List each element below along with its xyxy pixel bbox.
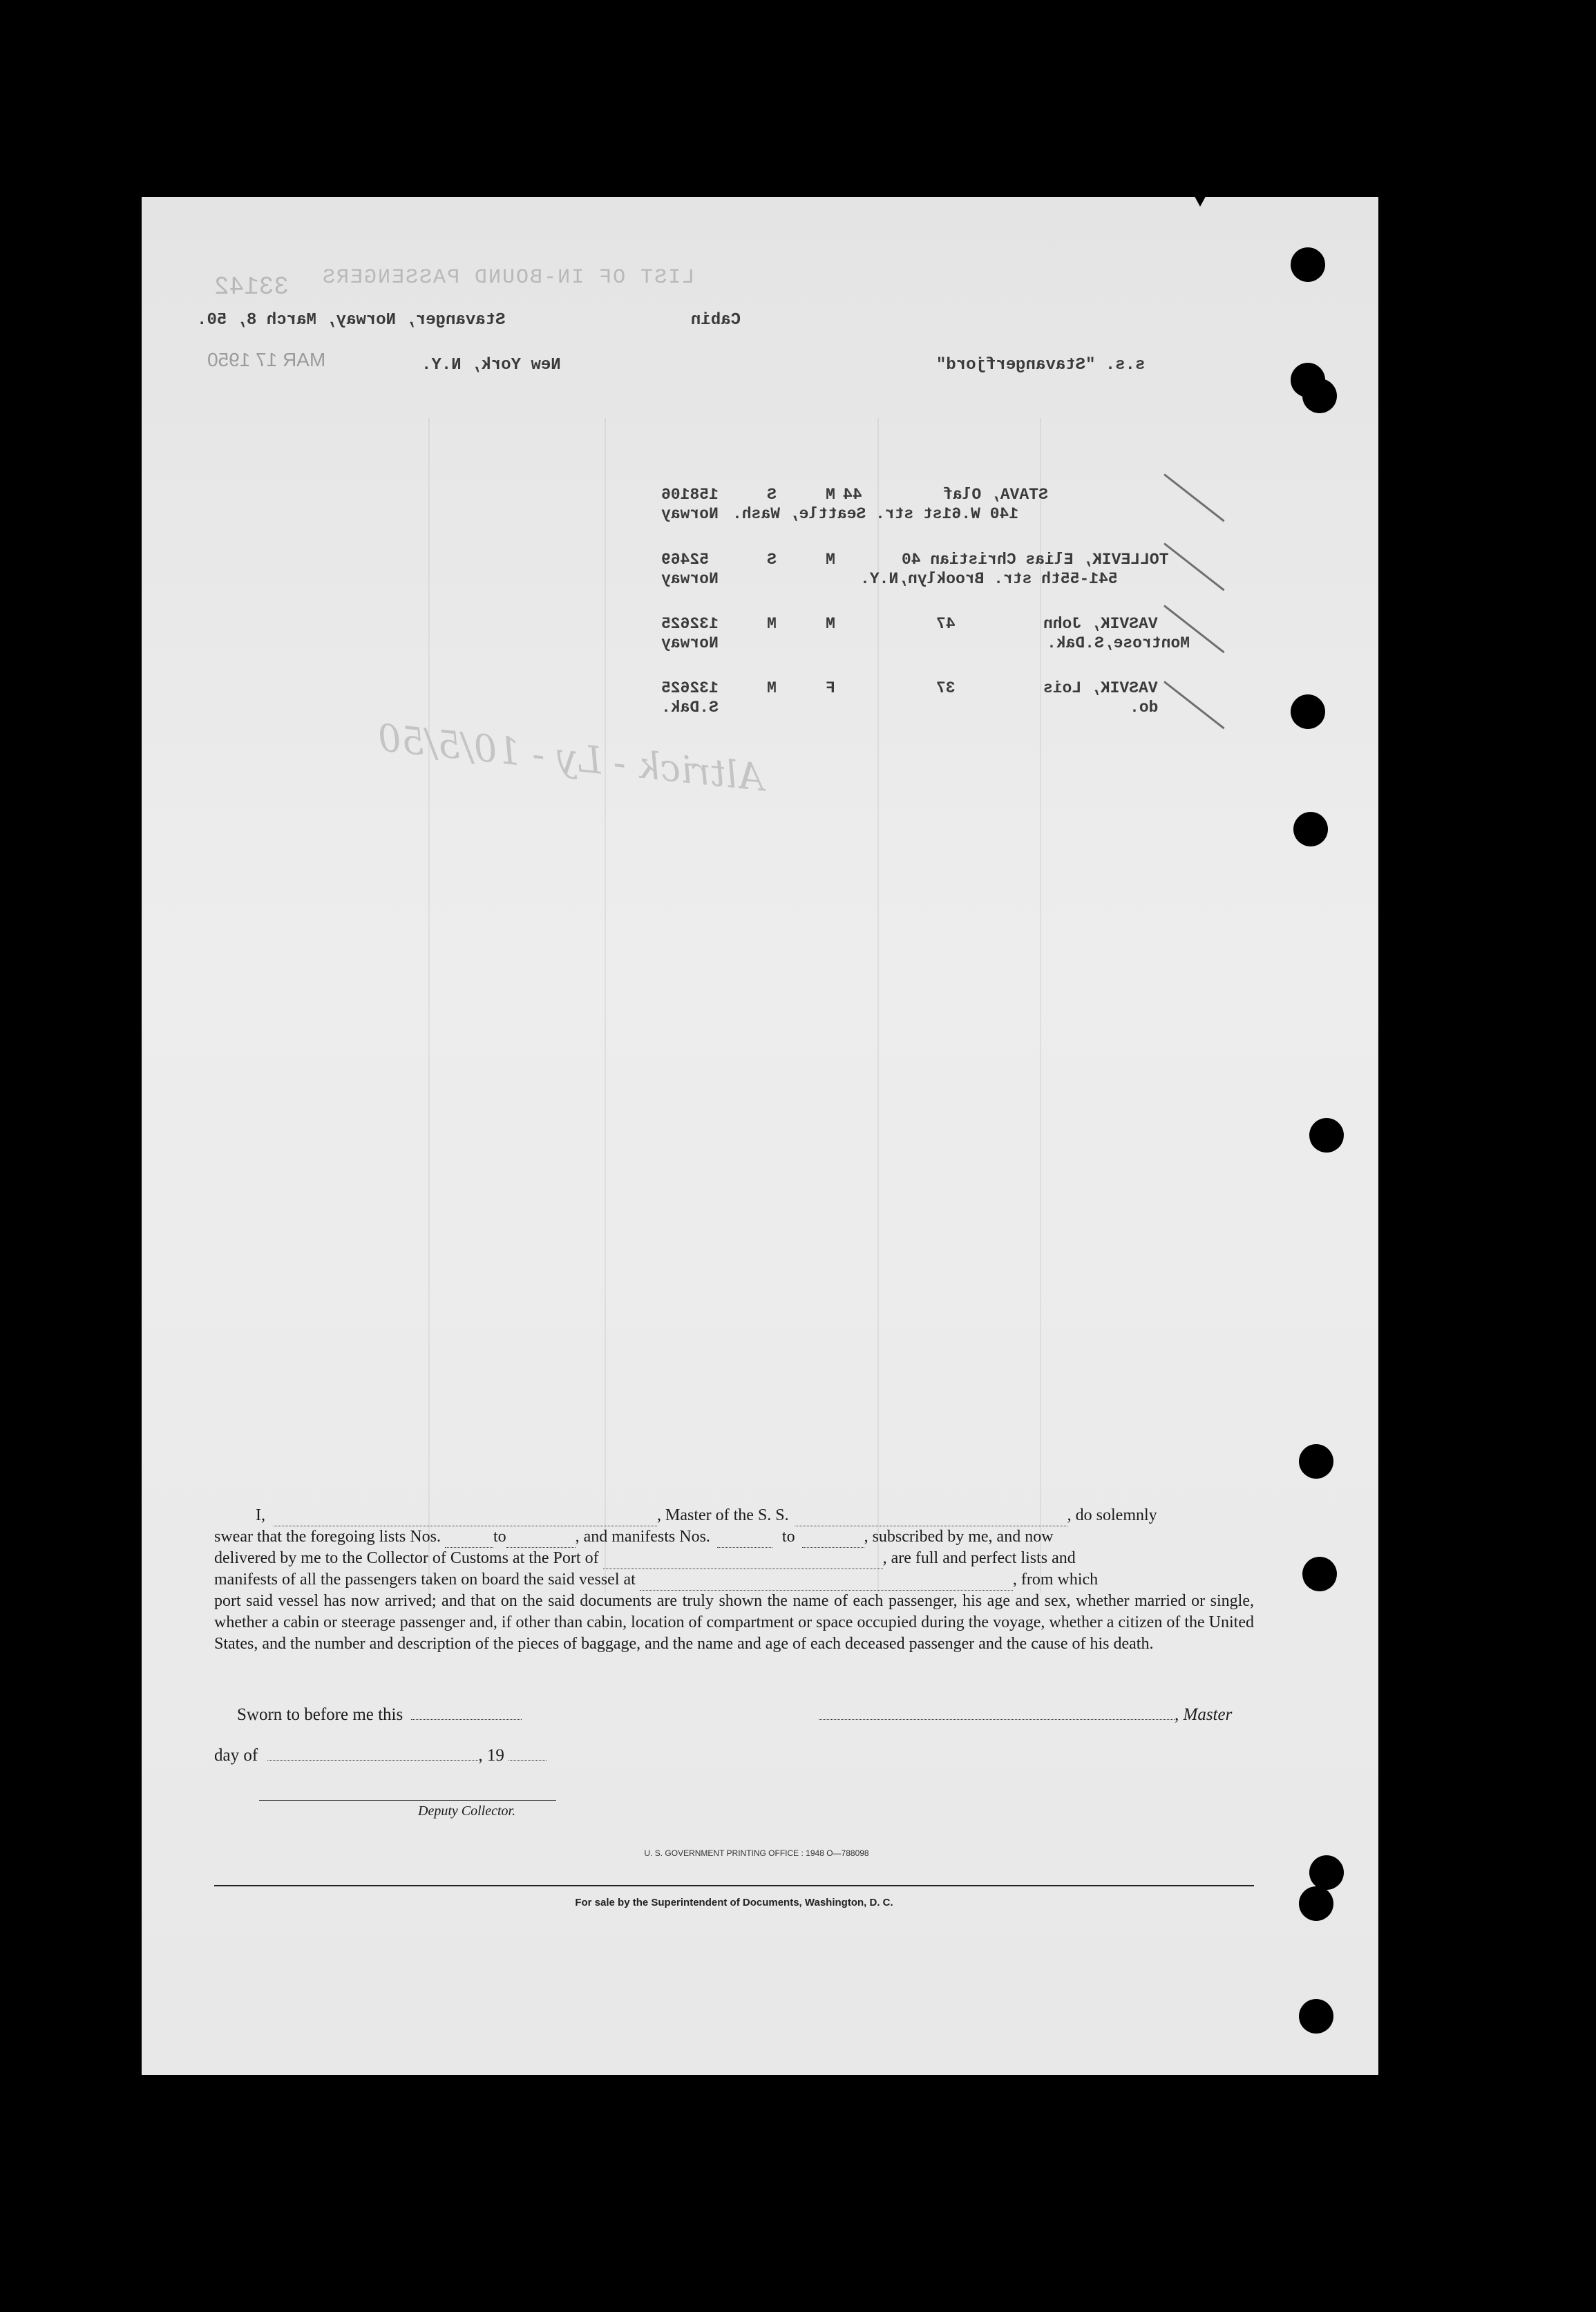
- column-divider: [1040, 418, 1041, 1593]
- departure-line: Stavanger, Norway, March 8, 50.: [197, 311, 506, 330]
- embark-port-blank[interactable]: [640, 1569, 1013, 1591]
- class-label: Cabin: [691, 311, 741, 330]
- day-of-line: day of , 19: [214, 1746, 547, 1765]
- arrival-date-stamp: MAR 17 1950: [207, 349, 326, 370]
- port-blank[interactable]: [603, 1548, 883, 1569]
- oath-line-3: delivered by me to the Collector of Customs at the Port of , are full and perfect lists and: [214, 1548, 1254, 1569]
- punch-hole: [1309, 1118, 1344, 1153]
- punch-hole: [1291, 247, 1325, 282]
- deputy-signature-line[interactable]: [259, 1800, 556, 1801]
- punch-hole: [1291, 694, 1325, 729]
- list-number: 33142: [214, 273, 289, 301]
- column-divider: [605, 418, 606, 1593]
- vessel-name: s.s. "Stavangerfjord": [936, 356, 1146, 375]
- gpo-imprint: U. S. GOVERNMENT PRINTING OFFICE : 1948 O—788098: [644, 1848, 869, 1858]
- lists-to-blank[interactable]: [506, 1526, 576, 1548]
- column-divider: [428, 418, 430, 1593]
- day-month-blank[interactable]: [267, 1760, 478, 1761]
- year-blank[interactable]: [509, 1760, 547, 1761]
- vessel-name-blank[interactable]: [795, 1505, 1067, 1526]
- deputy-collector-label: Deputy Collector.: [418, 1803, 516, 1819]
- footer-rule: [214, 1885, 1254, 1886]
- sworn-date-blank[interactable]: [411, 1719, 522, 1720]
- punch-hole: [1302, 1557, 1337, 1591]
- lists-from-blank[interactable]: [445, 1526, 493, 1548]
- punch-hole: [1309, 1855, 1344, 1890]
- manifests-from-blank[interactable]: [717, 1526, 772, 1548]
- column-divider: [877, 418, 879, 1593]
- pencil-annotation: Altrick - Ly - 10/5/50: [375, 715, 767, 800]
- punch-hole: [1299, 1999, 1333, 2034]
- master-oath: [214, 1505, 1254, 1655]
- sworn-line: Sworn to before me this: [237, 1705, 522, 1725]
- manifests-to-blank[interactable]: [802, 1526, 864, 1548]
- punch-hole: [1293, 812, 1328, 846]
- oath-body: port said vessel has now arrived; and that on the said documents are truly shown the name of each passenger, his age and sex, whether married or single, whether a cabin or steerage passenger and, if other than cabin, location of compartment or space occupied during the voyage, whether a citizen of the United States, and the number and description of the pieces of baggage, and the name and age of each deceased passenger and the cause of his death.: [214, 1592, 1254, 1653]
- oath-line-1: I, , Master of the S. S. , do solemnly: [214, 1505, 1254, 1526]
- arrival-port: New York, N.Y.: [421, 356, 561, 375]
- master-name-blank[interactable]: [274, 1505, 657, 1526]
- document-page: LIST OF IN-BOUND PASSENGERS 33142 Cabin Stavanger, Norway, March 8, 50. New York, N.Y. MAR 17 1950 s.s. "Stavangerfjord" STAVA, Olaf 44 M S 158106 140 W.61st str. Seattle, Wash. Norway TOLLEVIK, Elias Christian 40 M S 52469 541-55th str. Brooklyn,N.Y. Norway VASVIK, John 47 M M 132625 Montrose,S.Dak. Norway VASVIK, Lois 37 F M 132625 do. S.Dak. Altrick - Ly - 10/5/50 I, , Master of the S. S. , do solemnly swear that the foregoing lists Nos. to , and manifests Nos. to , subscribed by me, and now delivered by me to the Collector of Customs at the Port of , are full and perfect lists and manifests of all the passengers taken on board the said vessel at , from which port said vessel has now arrived; and that on the said documents are truly shown the name of each passenger, his age and sex, whether married or single, whether a cabin or steerage passenger and, if other than cabin, location of compartment or space occupied during the voyage, whether a citizen of the United States, and the number and description of the pieces of baggage, and the name and age of each deceased passenger and the cause of his death. Sworn to before me this , Master day of , 19 Deputy Collector. U. S. GOVERNMENT PRINTING OFFICE : 1948 O—788098 For sale by the Superintendent of Documents, Washington, D. C.: [142, 197, 1378, 2075]
- for-sale-notice: For sale by the Superintendent of Documents, Washington, D. C.: [575, 1897, 893, 1908]
- punch-hole: [1299, 1886, 1333, 1921]
- page-notch: [1192, 191, 1208, 207]
- oath-line-2: swear that the foregoing lists Nos. to , and manifests Nos. to , subscribed by me, and now: [214, 1526, 1254, 1548]
- header-title: LIST OF IN-BOUND PASSENGERS: [321, 266, 695, 290]
- punch-hole: [1299, 1444, 1333, 1479]
- master-signature-blank[interactable]: [819, 1719, 1175, 1720]
- punch-hole: [1302, 379, 1337, 413]
- oath-line-4: manifests of all the passengers taken on board the said vessel at , from which: [214, 1569, 1254, 1591]
- master-signature-line: , Master: [819, 1705, 1232, 1725]
